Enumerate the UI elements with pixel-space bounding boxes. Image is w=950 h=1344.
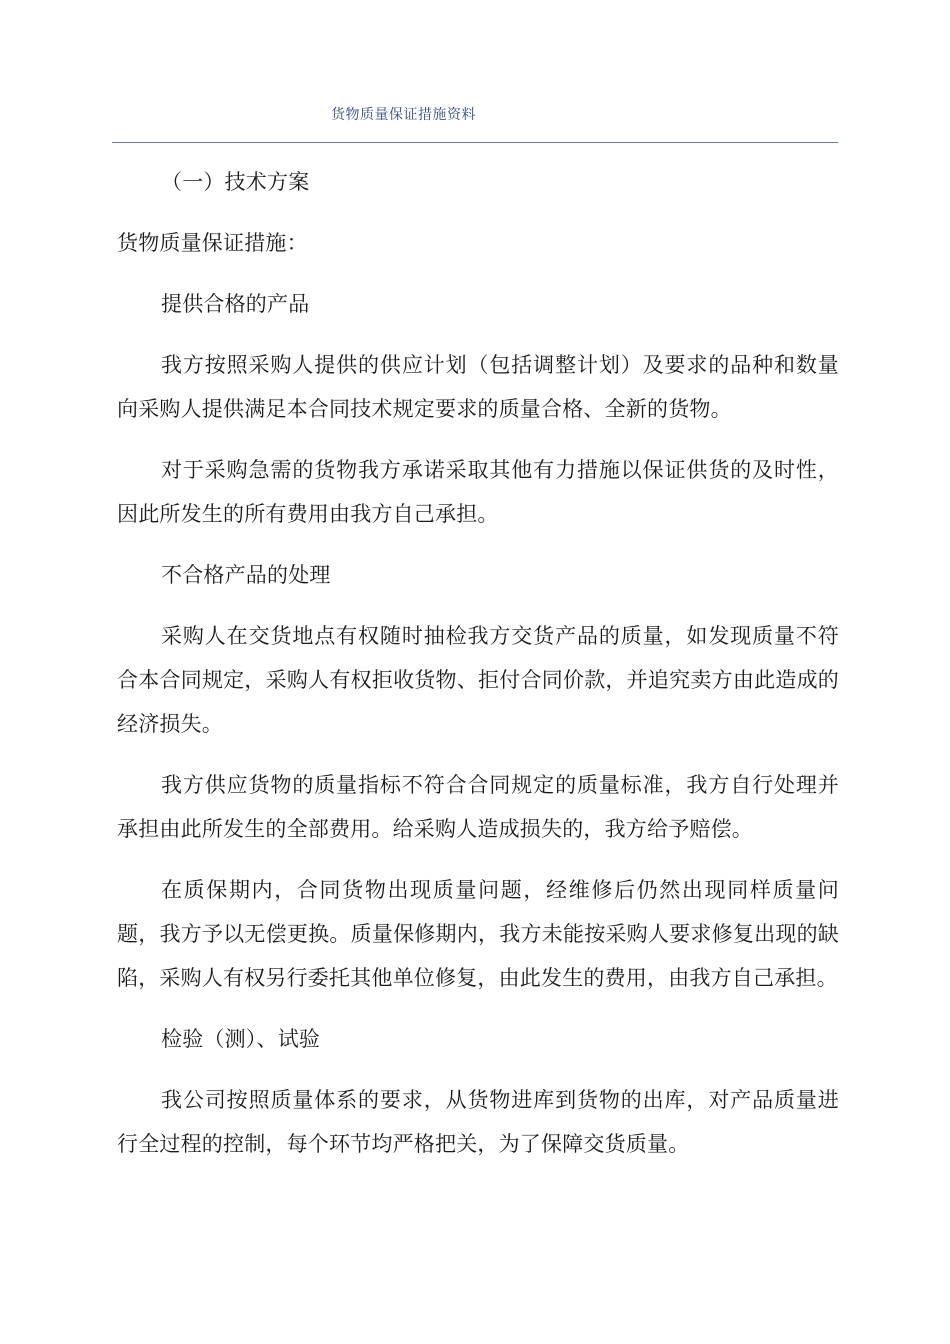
paragraph-process-control: 我公司按照质量体系的要求，从货物进库到货物的出库，对产品质量进行全过程的控制，每个环节均严格把关，为了保障交货质量。 — [117, 1088, 839, 1156]
paragraph-warranty: 在质保期内，合同货物出现质量问题，经维修后仍然出现同样质量问题，我方予以无偿更换。质量保修期内，我方未能按采购人要求修复出现的缺陷，采购人有权另行委托其他单位修复，由此发生的费用，由我方自己承担。 — [117, 878, 839, 990]
subheading-quality-measures: 货物质量保证措施： — [117, 231, 308, 255]
paragraph-spot-check: 采购人在交货地点有权随时抽检我方交货产品的质量，如发现质量不符合本合同规定，采购人有权拒收货物、拒付合同价款，并追究卖方由此造成的经济损失。 — [117, 624, 839, 736]
page-header-title: 货物质量保证措施资料 — [331, 107, 476, 123]
document-body — [117, 160, 839, 1183]
subheading-nonconforming-products: 不合格产品的处理 — [161, 563, 331, 587]
subheading-inspection-testing: 检验（测）、试验 — [161, 1027, 321, 1051]
section-heading-technical-plan: （一）技术方案 — [161, 170, 310, 194]
paragraph-quality-standard: 我方供应货物的质量指标不符合合同规定的质量标准，我方自行处理并承担由此所发生的全部费用。给采购人造成损失的，我方给予赔偿。 — [117, 773, 839, 841]
paragraph-urgent-goods: 对于采购急需的货物我方承诺采取其他有力措施以保证供货的及时性，因此所发生的所有费用由我方自己承担。 — [117, 458, 839, 526]
header-divider — [112, 142, 838, 143]
subheading-qualified-products: 提供合格的产品 — [161, 292, 310, 316]
paragraph-supply-plan: 我方按照采购人提供的供应计划（包括调整计划）及要求的品种和数量向采购人提供满足本合同技术规定要求的质量合格、全新的货物。 — [117, 353, 839, 421]
